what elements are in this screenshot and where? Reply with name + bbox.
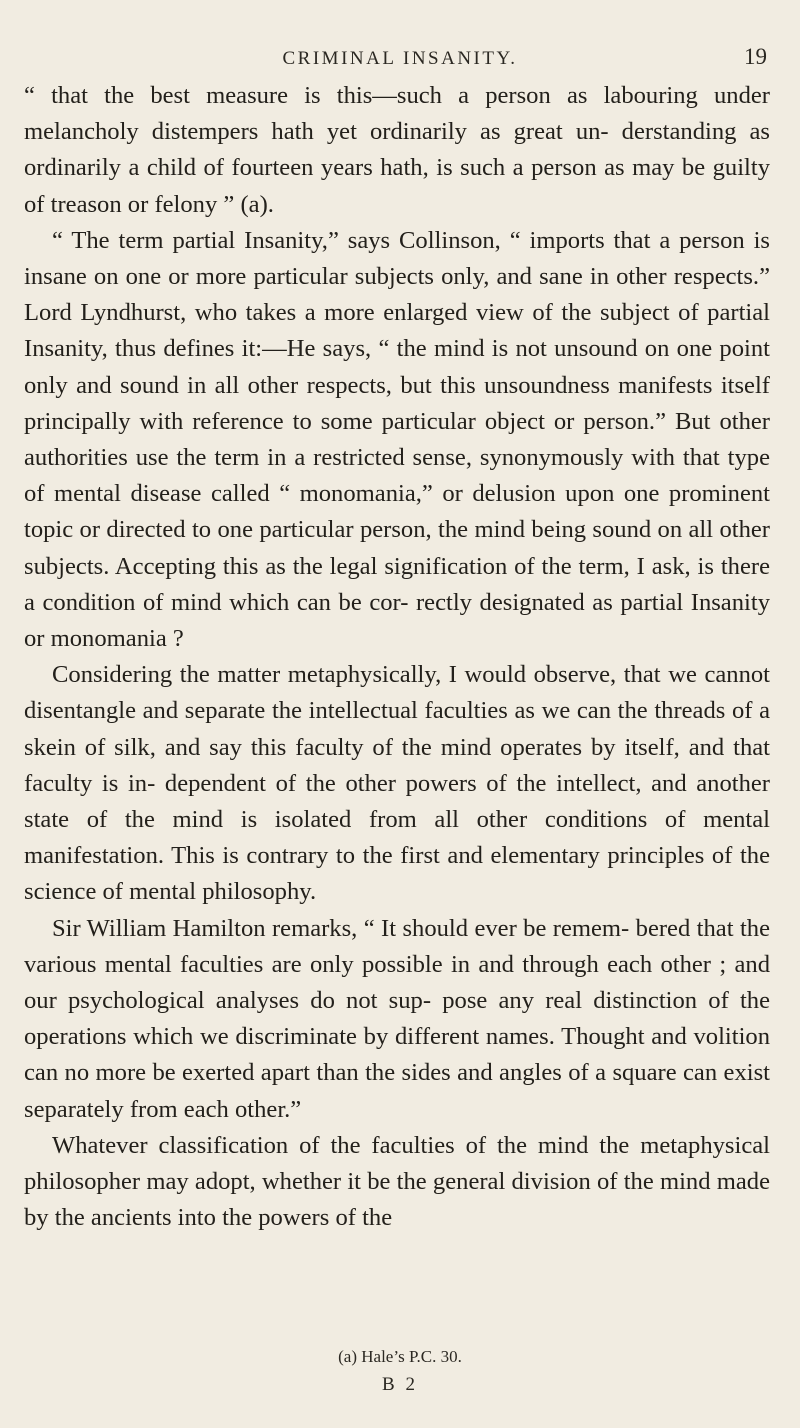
paragraph-3: Considering the matter metaphysically, I would observe, that we cannot disentangle and separate the intellectual faculties as we can the threads of a skein of silk, and say this faculty of the mind operates by itself, and that faculty is in- dependent of the other powers of the intellect, and another state of the mind is isolated from all other conditions of mental manifestation. This is contrary to the first and elementary principles of the science of mental philosophy.: [24, 661, 770, 906]
paragraph-4: Sir William Hamilton remarks, “ It should ever be remem- bered that the various mental faculties are only possible in and through each other ; and our psychological analyses do not sup- pose any real distinction of the operations which we discriminate by different names. Thought and volition can no more be exerted apart than the sides and angles of a square can exist separately from each other.”: [24, 914, 770, 1123]
paragraph-1: “ that the best measure is this—such a person as labouring under melancholy distempers hath yet ordinarily as great un- derstanding as ordinarily a child of fourteen years hath, is such a person as may be guilty of treason or felony ” (a).: [24, 82, 770, 218]
body-text: [24, 78, 770, 1237]
footnote: (a) Hale’s P.C. 30.: [338, 1347, 462, 1366]
page-number: 19: [744, 44, 767, 69]
paragraph-5: Whatever classification of the faculties of the mind the metaphysical philosopher may adopt, whether it be the general division of the mind made by the ancients into the powers of the: [24, 1131, 770, 1232]
paragraph-2: “ The term partial Insanity,” says Collinson, “ imports that a person is insane on one or more particular subjects only, and sane in other respects.” Lord Lyndhurst, who takes a more enlarged view of the subject of partial Insanity, thus defines it:—He says, “ the mind is not unsound on one point only and sound in all other respects, but this unsoundness manifests itself principally with reference to some particular object or person.” But other authorities use the term in a restricted sense, synonymously with that type of mental disease called “ monomania,” or delusion upon one prominent topic or directed to one particular person, the mind being sound on all other subjects. Accepting this as the legal signification of the term, I ask, is there a condition of mind which can be cor- rectly designated as partial Insanity or monomania ?: [24, 226, 770, 653]
running-title: CRIMINAL INSANITY.: [282, 48, 518, 69]
signature-mark: B 2: [382, 1374, 418, 1395]
